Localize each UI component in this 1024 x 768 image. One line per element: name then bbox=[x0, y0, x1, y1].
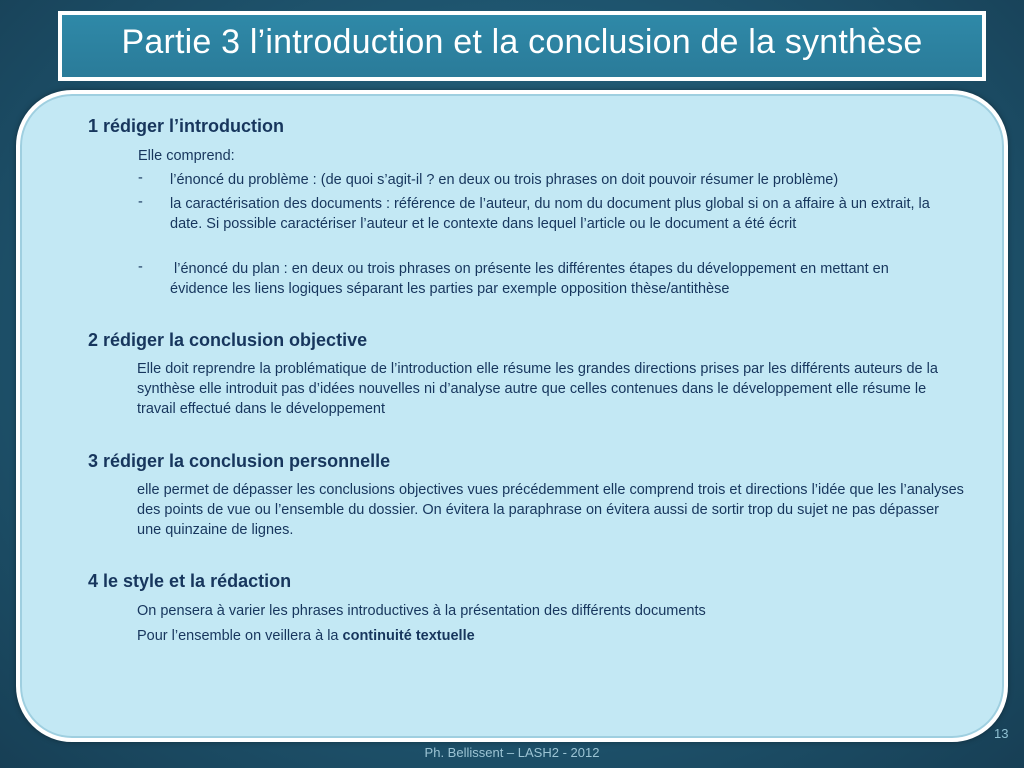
section-2-heading: 2 rédiger la conclusion objective bbox=[88, 330, 368, 350]
section-1-intro: Elle comprend: bbox=[138, 148, 235, 164]
slide-title: Partie 3 l’introduction et la conclusion de la synthèse bbox=[121, 23, 923, 61]
bullet-marker: - bbox=[138, 170, 143, 186]
list-item: l’énoncé du plan : en deux ou trois phrases on présente les différentes étapes du développement en mettant en évidence les liens logiques séparant les parties par exemple opposition thèse/antithèse bbox=[170, 261, 893, 297]
footer: Ph. Bellissent – LASH2 - 2012 bbox=[424, 745, 600, 760]
bullet-marker: - bbox=[138, 259, 143, 275]
section-4-heading: 4 le style et la rédaction bbox=[88, 571, 292, 591]
list-item: la caractérisation des documents : référence de l’auteur, du nom du document plus global si on a affaire à un extrait, la date. Si possible caractériser l’auteur et le contexte dans lequel l’article ou le document a été écrit bbox=[170, 196, 930, 232]
section-4-line-2 bbox=[137, 626, 967, 646]
list-item: l’énoncé du problème : (de quoi s’agit-il ? en deux ou trois phrases on doit pouvoir résumer le problème) bbox=[170, 172, 839, 188]
continuity-emphasis: continuité textuelle bbox=[342, 628, 475, 644]
section-4-line-1: On pensera à varier les phrases introductives à la présentation des différents documents bbox=[137, 603, 706, 619]
section-3-heading: 3 rédiger la conclusion personnelle bbox=[88, 451, 391, 471]
section-4-line-2-prefix: Pour l’ensemble on veillera à la bbox=[137, 628, 343, 644]
section-2-text: Elle doit reprendre la problématique de l’introduction elle résume les grandes directions prises par les différents auteurs de la synthèse elle introduit pas d’idées nouvelles ni d’analyse autre que celles contenues dans le développement elle résume le travail effectué dans le développement bbox=[137, 361, 938, 417]
section-3-text: elle permet de dépasser les conclusions objectives vues précédemment elle comprend trois et directions l’idée que les l’analyses des points de vue ou l’ensemble du dossier. On évitera la paraphrase on évitera aussi de sortir trop du sujet ne pas dépasser une quinzaine de lignes. bbox=[137, 482, 964, 538]
section-1-heading: 1 rédiger l’introduction bbox=[88, 116, 285, 136]
title-box bbox=[58, 11, 986, 81]
bullet-marker: - bbox=[138, 194, 143, 210]
page-number: 13 bbox=[994, 726, 1009, 741]
